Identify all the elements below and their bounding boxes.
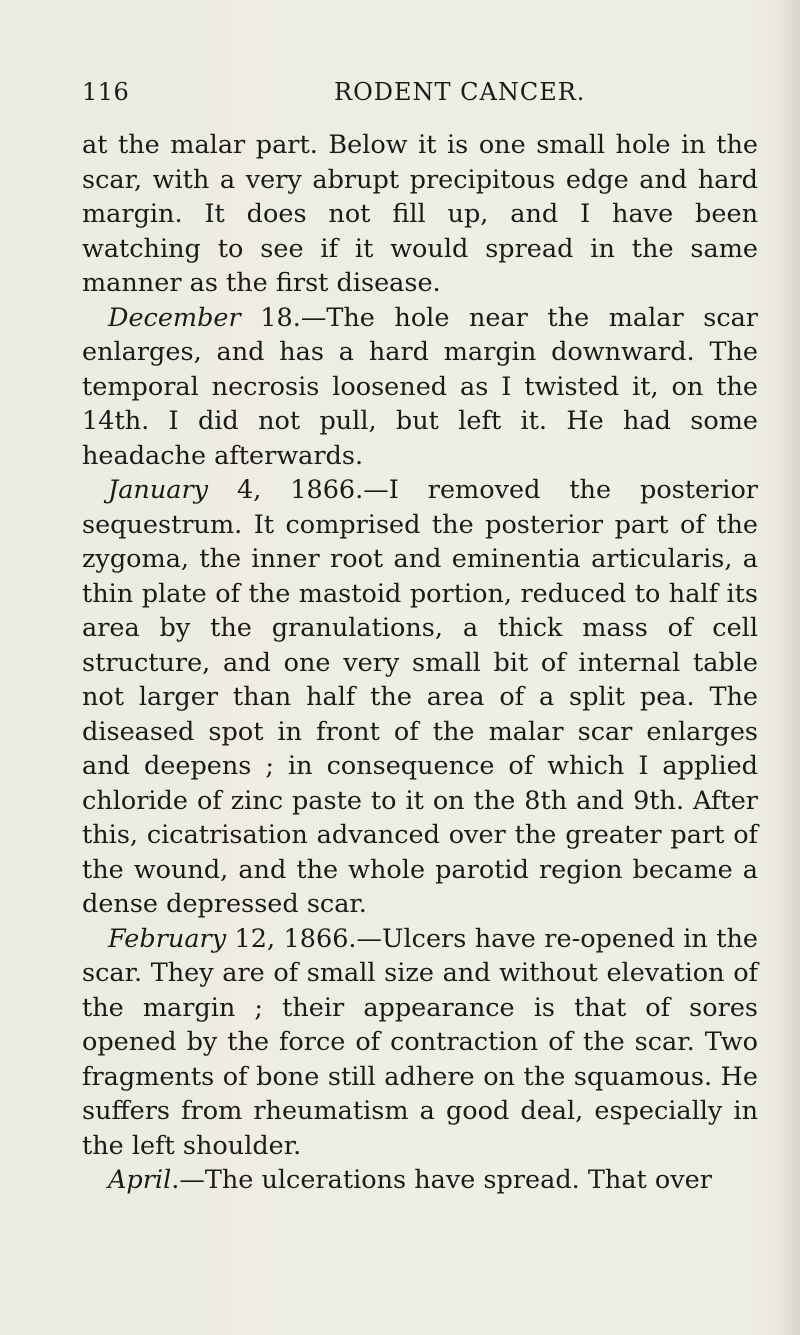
entry-date: April bbox=[108, 1165, 172, 1195]
paragraph-april bbox=[82, 1163, 758, 1198]
entry-date: January bbox=[108, 475, 209, 505]
paragraph-continuation bbox=[82, 128, 758, 301]
page-number: 116 bbox=[82, 78, 130, 106]
paragraph-january bbox=[82, 473, 758, 922]
running-head: RODENT CANCER. bbox=[334, 78, 586, 106]
paragraph-february bbox=[82, 922, 758, 1164]
paragraph-text: 4, 1866.—I removed the posterior sequestrum. It comprised the posterior part of the zygoma, the inner root and eminentia articularis, a thin plate of the mastoid portion, reduced to half its area by the granulations, a thick mass of cell structure, and one very small bit of internal table not larger than half the area of a split pea. The diseased spot in front of the malar scar enlarges and deepens ; in consequence of which I applied chloride of zinc paste to it on the 8th and 9th. After this, cicatrisation advanced over the greater part of the wound, and the whole parotid region became a dense depressed scar. bbox=[82, 475, 758, 919]
paragraph-text: .—The ulcerations have spread. That over bbox=[171, 1165, 712, 1195]
entry-date: December bbox=[108, 302, 241, 333]
paragraph-text: 18.—The hole near the malar scar enlarges, and has a hard margin downward. The temporal necrosis loosened as I twisted it, on the 14th. I did not pull, but left it. He had some headache afterwards. bbox=[82, 302, 758, 471]
paragraph-december bbox=[82, 301, 758, 474]
body-text bbox=[82, 128, 758, 1198]
page-edge-shadow bbox=[778, 0, 800, 1335]
paragraph-text: at the malar part. Below it is one small hole in the scar, with a very abrupt precipitous edge and hard margin. It does not fill up, and I have been watching to see if it would spread in the same manner as the first disease. bbox=[82, 130, 758, 298]
paragraph-text: 12, 1866.—Ulcers have re-opened in the scar. They are of small size and without elevation of the margin ; their appearance is that of sores opened by the force of contraction of the scar. Two fragments of bone still adhere on the squamous. He suffers from rheumatism a good deal, especially in the left shoulder. bbox=[82, 923, 758, 1161]
page-header bbox=[82, 78, 742, 118]
entry-date: February bbox=[108, 923, 227, 954]
